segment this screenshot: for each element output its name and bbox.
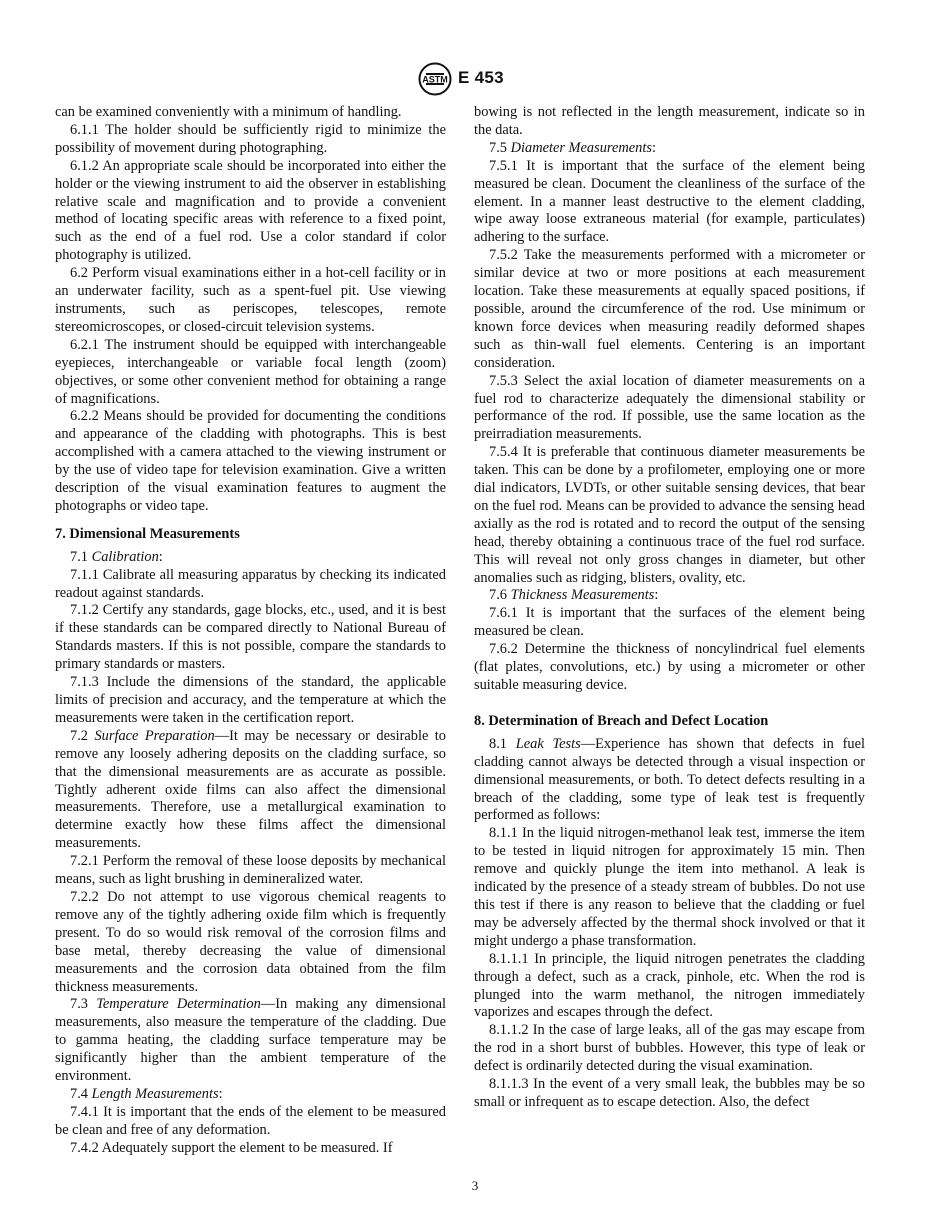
left-column <box>55 104 446 1158</box>
paragraph: 7.6 Thickness Measurements: <box>489 587 659 604</box>
paragraph: 7.5.1 It is important that the surface of the element being measured be clean. Document the cleanliness of the surface of the element. In a manner least destructive to the element cladding, wipe away loose extraneous material (for example, particulates) adhering to the surface. <box>474 157 865 246</box>
paragraph: 8.1.1.1 In principle, the liquid nitrogen penetrates the cladding through a defect, such as a crack, pinhole, etc. When the rod is plunged into the warm methanol, the nitrogen immediately vaporizes and escapes through the defect. <box>474 950 865 1021</box>
section-heading: 7. Dimensional Measurements <box>55 525 240 542</box>
astm-logo-icon <box>418 62 452 96</box>
paragraph: 7.5 Diameter Measurements: <box>489 139 656 156</box>
standard-designation: E 453 <box>458 68 504 87</box>
paragraph: 7.6.2 Determine the thickness of noncylindrical fuel elements (flat plates, convolutions, etc.) by using a micrometer or other suitable measuring device. <box>474 641 865 693</box>
paragraph: can be examined conveniently with a minimum of handling. <box>55 104 402 120</box>
svg-text:ASTM: ASTM <box>422 74 448 85</box>
paragraph: 6.2 Perform visual examinations either in a hot-cell facility or in an underwater facility, such as a spent-fuel pit. Use viewing instruments, such as periscopes, telescopes, remote stereomicroscopes, or closed-circuit television systems. <box>55 265 446 335</box>
paragraph: 7.2.1 Perform the removal of these loose deposits by mechanical means, such as light brushing in demineralized water. <box>55 853 446 888</box>
paragraph: 8.1.1 In the liquid nitrogen-methanol leak test, immerse the item to be tested in liquid nitrogen for approximately 15 min. Then remove and quickly plunge the item into methanol. A leak is indicated by the presence of a steady stream of bubbles. Do not use this test if there is any reason to believe that the cladding or fuel may be adversely affected by the thermal shock involved or that it might undergo a phase transformation. <box>474 825 865 949</box>
paragraph: 6.2.2 Means should be provided for documenting the conditions and appearance of the cladding with photographs. This is best accomplished with a camera attached to the viewing instrument or by the use of video tape for television examination. Give a written description of the visual examination features to augment the photographs or video tape. <box>55 408 446 514</box>
paragraph: 7.1 Calibration: <box>70 548 163 565</box>
paragraph: 7.2 Surface Preparation—It may be necessary or desirable to remove any loosely adhering deposits on the cladding surface, so that the dimensional measurements are as accurate as possible. Tightly adherent oxide films can also affect the dimensional measurements. Therefore, use a metallurgical examination to determine exactly how these films affect the dimensional measurements. <box>55 727 446 852</box>
paragraph: 7.5.3 Select the axial location of diameter measurements on a fuel rod to characterize adequately the dimensional stability or performance of the rod. If possible, use the same location as the preirradiation measurements. <box>474 372 865 443</box>
paragraph: 7.3 Temperature Determination—In making any dimensional measurements, also measure the temperature of the cladding. Due to gamma heating, the cladding surface temperature may be significantly higher than the ambient temperature of the environment. <box>55 996 446 1085</box>
paragraph: bowing is not reflected in the length measurement, indicate so in the data. <box>474 104 865 138</box>
paragraph: 7.4.2 Adequately support the element to be measured. If <box>70 1139 393 1156</box>
paragraph: 7.2.2 Do not attempt to use vigorous chemical reagents to remove any of the tightly adhering oxide film which is frequently present. To do so would risk removal of the corrosion films and base metal, thereby decreasing the value of dimensional measurements and the corrosion data obtained from the film thickness measurements. <box>55 888 446 995</box>
paragraph: 8.1.1.3 In the event of a very small leak, the bubbles may be so small or infrequent as to escape detection. Also, the defect <box>474 1076 865 1110</box>
paragraph: 7.1.1 Calibrate all measuring apparatus by checking its indicated readout against standards. <box>55 566 446 601</box>
section-heading: 8. Determination of Breach and Defect Location <box>474 712 769 729</box>
paragraph: 7.1.3 Include the dimensions of the standard, the applicable limits of precision and accuracy, and the temperature at which the measurements were taken in the certification report. <box>55 674 446 726</box>
paragraph: 6.1.1 The holder should be sufficiently rigid to minimize the possibility of movement during photographing. <box>55 121 446 156</box>
page-number: 3 <box>471 1178 479 1193</box>
paragraph: 7.5.4 It is preferable that continuous diameter measurements be taken. This can be done by a profilometer, employing one or more dial indicators, LVDTs, or other suitable sensing devices, that bear on the fuel rod. Means can be provided to advance the sensing head axially as the rod is rotated and to record the output of the sensing head, thereby obtaining a continuous trace of the fuel rod surface. This will reveal not only gross changes in diameter, but other anomalies such as ridging, blisters, ovality, etc. <box>474 444 865 586</box>
paragraph: 7.1.2 Certify any standards, gage blocks, etc., used, and it is best if these standards can be compared directly to National Bureau of Standards masters. If this is not possible, compare the standards to primary standards or masters. <box>55 602 446 673</box>
right-column <box>474 104 865 1112</box>
paragraph: 8.1 Leak Tests—Experience has shown that defects in fuel cladding cannot always be detected through a visual inspection or dimensional measurements, or both. To detect defects resulting in a breach of the cladding, some type of leak test is frequently performed as follows: <box>474 735 865 824</box>
paragraph: 6.2.1 The instrument should be equipped with interchangeable eyepieces, interchangeable or variable focal length (zoom) objectives, or some other convenient method for obtaining a range of magnifications. <box>55 336 446 407</box>
page-header <box>0 62 950 96</box>
paragraph: 6.1.2 An appropriate scale should be incorporated into either the holder or the viewing instrument to aid the observer in establishing relative scale and magnification and to provide a convenient method of locating specific areas with reference to a fixed point, such as the end of a fuel rod. Use a color standard if color photography is utilized. <box>55 157 446 264</box>
paragraph: 8.1.1.2 In the case of large leaks, all of the gas may escape from the rod in a short burst of bubbles. However, this type of leak or defect is ordinarily detected during the visual examination. <box>474 1022 865 1075</box>
paragraph: 7.5.2 Take the measurements performed with a micrometer or similar device at two or more positions at each measurement location. Take these measurements at equally spaced positions, if possible, around the circumference of the rod. Use minimum or known force devices when measuring readily deformed shapes such as thin-wall fuel elements. Centering is an important consideration. <box>474 247 865 371</box>
paragraph: 7.4 Length Measurements: <box>70 1085 223 1102</box>
paragraph: 7.4.1 It is important that the ends of the element to be measured be clean and free of any deformation. <box>55 1103 446 1138</box>
paragraph: 7.6.1 It is important that the surfaces of the element being measured be clean. <box>474 605 865 640</box>
